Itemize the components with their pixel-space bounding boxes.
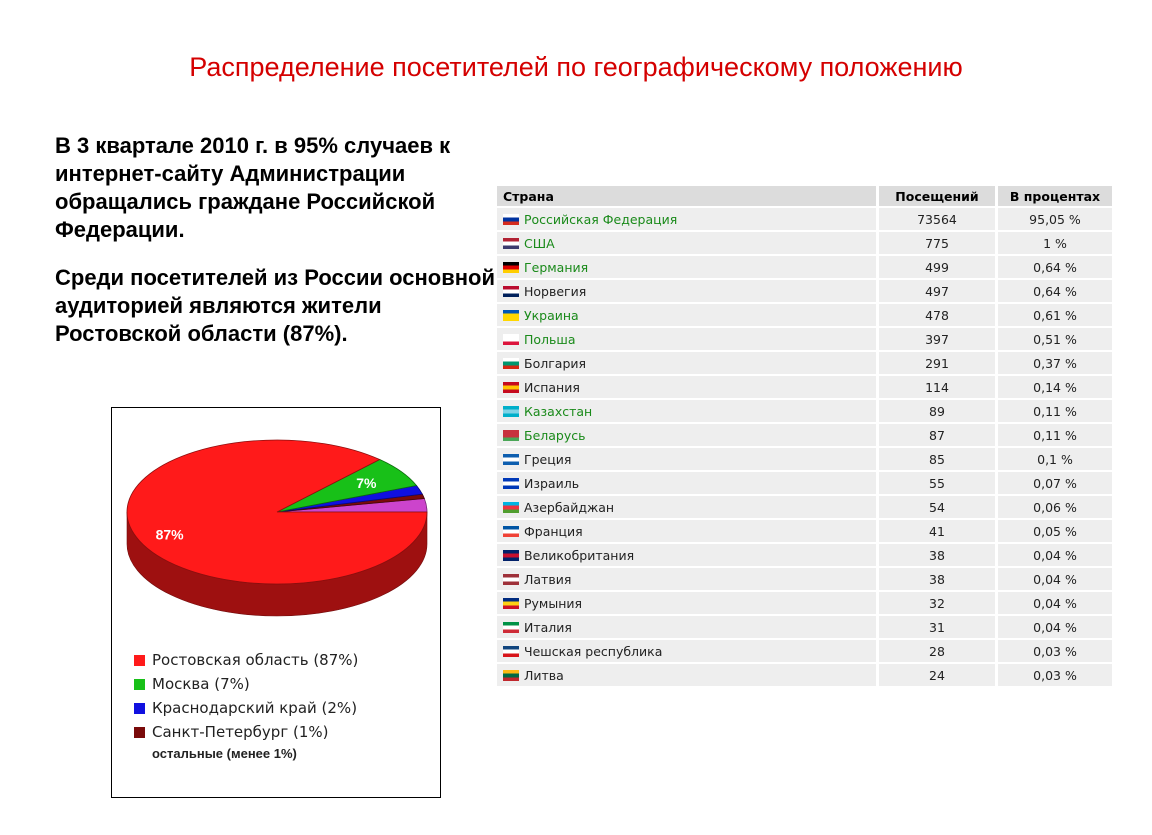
country-name: Италия [524,619,572,635]
visits-cell: 397 [879,328,995,350]
flag-icon [503,598,519,609]
country-name: Испания [524,379,580,395]
page-title: Распределение посетителей по географическому положению [189,52,963,82]
percent-cell: 0,03 % [998,640,1112,662]
legend-item [134,696,358,720]
table-row [497,448,1112,470]
flag-icon [503,550,519,561]
pie-legend [134,648,358,761]
visits-cell: 54 [879,496,995,518]
country-name: Литва [524,667,564,683]
country-cell [497,328,876,350]
country-link[interactable]: Российская Федерация [524,211,678,227]
visits-cell: 775 [879,232,995,254]
country-name: Греция [524,451,572,467]
country-cell [497,256,876,278]
country-cell [497,616,876,638]
percent-cell: 1 % [998,232,1112,254]
country-name: Азербайджан [524,499,615,515]
legend-swatch [134,679,145,690]
country-cell [497,520,876,542]
percent-cell: 0,03 % [998,664,1112,686]
table-row [497,592,1112,614]
percent-cell: 0,51 % [998,328,1112,350]
table-row [497,352,1112,374]
percent-cell: 0,64 % [998,280,1112,302]
col-header-percent: В процентах [998,186,1112,206]
table-row [497,328,1112,350]
table-row [497,664,1112,686]
flag-icon [503,574,519,585]
legend-item [134,720,358,744]
table-header-row [497,186,1112,206]
percent-cell: 0,05 % [998,520,1112,542]
country-link[interactable]: Германия [524,259,589,275]
flag-icon [503,406,519,417]
visits-cell: 38 [879,568,995,590]
country-cell [497,448,876,470]
flag-icon [503,286,519,297]
legend-item [134,648,358,672]
flag-icon [503,310,519,321]
pie-chart-panel [111,407,441,798]
intro-paragraph-1: В 3 квартале 2010 г. в 95% случаев к интернет-сайту Администрации обращались граждане Российской Федерации. [55,133,451,242]
visits-cell: 55 [879,472,995,494]
percent-cell: 0,14 % [998,376,1112,398]
visits-cell: 24 [879,664,995,686]
country-cell [497,400,876,422]
flag-icon [503,622,519,633]
percent-cell: 95,05 % [998,208,1112,230]
table-row [497,208,1112,230]
visits-cell: 85 [879,448,995,470]
percent-cell: 0,61 % [998,304,1112,326]
country-cell [497,664,876,686]
country-link[interactable]: Казахстан [524,403,593,419]
flag-icon [503,358,519,369]
visits-table [497,184,1112,688]
percent-cell: 0,04 % [998,592,1112,614]
visits-cell: 73564 [879,208,995,230]
country-cell [497,496,876,518]
country-cell [497,544,876,566]
country-link[interactable]: США [524,235,555,251]
table-row [497,544,1112,566]
percent-cell: 0,1 % [998,448,1112,470]
flag-icon [503,430,519,441]
table-row [497,568,1112,590]
percent-cell: 0,11 % [998,400,1112,422]
country-cell [497,424,876,446]
percent-cell: 0,04 % [998,544,1112,566]
country-cell [497,568,876,590]
flag-icon [503,262,519,273]
country-name: Великобритания [524,547,635,563]
visits-cell: 89 [879,400,995,422]
table-row [497,400,1112,422]
country-cell [497,208,876,230]
visits-cell: 38 [879,544,995,566]
visits-cell: 32 [879,592,995,614]
table-row [497,472,1112,494]
percent-cell: 0,37 % [998,352,1112,374]
flag-icon [503,670,519,681]
flag-icon [503,478,519,489]
pie-data-label: 7% [356,474,377,491]
percent-cell: 0,64 % [998,256,1112,278]
flag-icon [503,526,519,537]
flag-icon [503,382,519,393]
country-name: Израиль [524,475,580,491]
country-name: Болгария [524,355,587,371]
flag-icon [503,334,519,345]
visits-cell: 497 [879,280,995,302]
country-link[interactable]: Беларусь [524,427,586,443]
table-row [497,256,1112,278]
flag-icon [503,454,519,465]
country-cell [497,472,876,494]
country-cell [497,232,876,254]
legend-label: Краснодарский край (2%) [152,699,358,717]
percent-cell: 0,11 % [998,424,1112,446]
country-name: Румыния [524,595,583,611]
legend-swatch [134,727,145,738]
col-header-visits: Посещений [879,186,995,206]
country-cell [497,376,876,398]
visits-cell: 28 [879,640,995,662]
legend-label: Москва (7%) [152,675,250,693]
percent-cell: 0,06 % [998,496,1112,518]
country-name: Латвия [524,571,572,587]
country-cell [497,304,876,326]
intro-paragraph-2: Среди посетителей из России основной аудиторией являются жители Ростовской области (87%). [55,265,496,346]
country-link[interactable]: Польша [524,331,576,347]
country-link[interactable]: Украина [524,307,579,323]
table-row [497,520,1112,542]
country-name: Чешская республика [524,643,663,659]
pie-chart [112,408,440,648]
country-cell [497,352,876,374]
table-row [497,376,1112,398]
pie-data-label: 87% [155,526,184,543]
table-row [497,304,1112,326]
table-row [497,232,1112,254]
flag-icon [503,214,519,225]
table-row [497,424,1112,446]
country-cell [497,280,876,302]
visits-cell: 87 [879,424,995,446]
country-cell [497,592,876,614]
legend-item [134,672,358,696]
flag-icon [503,502,519,513]
percent-cell: 0,04 % [998,616,1112,638]
flag-icon [503,646,519,657]
visits-cell: 41 [879,520,995,542]
legend-label: Санкт-Петербург (1%) [152,723,329,741]
percent-cell: 0,07 % [998,472,1112,494]
table-row [497,640,1112,662]
visits-cell: 31 [879,616,995,638]
percent-cell: 0,04 % [998,568,1112,590]
legend-swatch [134,703,145,714]
country-name: Франция [524,523,583,539]
legend-label: Ростовская область (87%) [152,651,359,669]
flag-icon [503,238,519,249]
table-row [497,496,1112,518]
country-cell [497,640,876,662]
legend-other-note: остальные (менее 1%) [152,746,297,761]
visits-cell: 291 [879,352,995,374]
visits-cell: 114 [879,376,995,398]
intro-text [55,132,495,368]
country-name: Норвегия [524,283,587,299]
col-header-country: Страна [497,186,876,206]
visits-cell: 499 [879,256,995,278]
table-row [497,280,1112,302]
table-row [497,616,1112,638]
legend-swatch [134,655,145,666]
visits-cell: 478 [879,304,995,326]
